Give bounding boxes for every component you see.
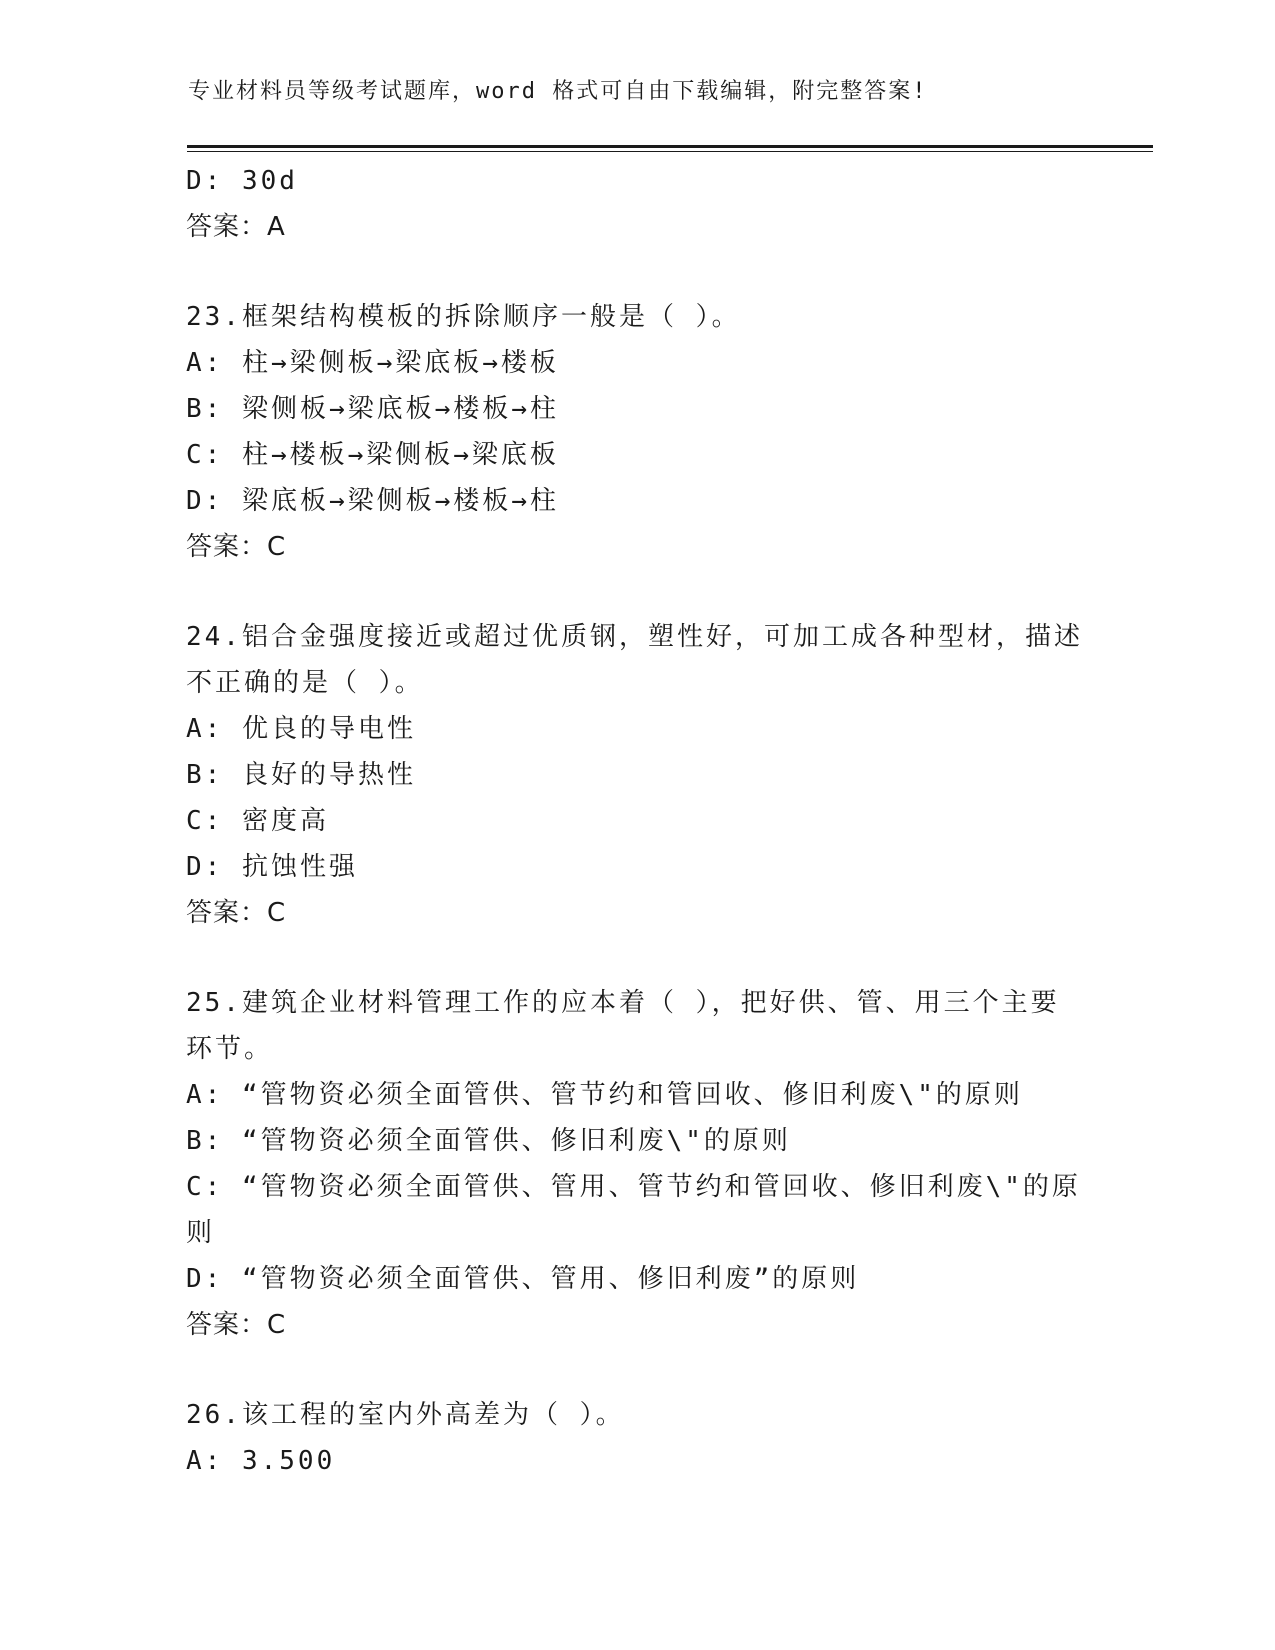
header-rule-thick: [187, 145, 1153, 148]
answer: 答案：C: [186, 532, 287, 562]
header-rule-thin: [187, 151, 1153, 152]
page-header: 专业材料员等级考试题库，word 格式可自由下载编辑，附完整答案!: [188, 79, 928, 104]
question-stem: 24.铝合金强度接近或超过优质钢，塑性好，可加工成各种型材，描述: [186, 622, 1083, 652]
option-a: A: 3.500: [186, 1446, 336, 1476]
option-c-continued: 则: [186, 1218, 216, 1248]
option-d: D: 抗蚀性强: [186, 852, 358, 882]
option-a: A: “管物资必须全面管供、管节约和管回收、修旧利废\"的原则: [186, 1080, 1023, 1110]
question-25: [186, 980, 1086, 1348]
prev-answer: 答案：A: [186, 212, 286, 242]
option-a: A: 柱→梁侧板→梁底板→楼板: [186, 348, 559, 378]
option-c: C: 密度高: [186, 806, 329, 836]
option-d: D: “管物资必须全面管供、管用、修旧利废”的原则: [186, 1264, 860, 1294]
spacer: [186, 936, 1086, 980]
spacer: [186, 250, 1086, 294]
option-c: C: 柱→楼板→梁侧板→梁底板: [186, 440, 559, 470]
option-a: A: 优良的导电性: [186, 714, 416, 744]
answer: 答案：C: [186, 1310, 287, 1340]
question-23: [186, 294, 1086, 570]
spacer: [186, 570, 1086, 614]
question-stem: 26.该工程的室内外高差为（ ）。: [186, 1400, 625, 1430]
option-d: D: 梁底板→梁侧板→楼板→柱: [186, 486, 559, 516]
question-list: [186, 158, 1086, 1484]
question-stem-continued: 环节。: [186, 1034, 274, 1064]
spacer: [186, 1348, 1086, 1392]
option-b: B: “管物资必须全面管供、修旧利废\"的原则: [186, 1126, 791, 1156]
question-26: [186, 1392, 1086, 1484]
option-b: B: 良好的导热性: [186, 760, 416, 790]
option-c: C: “管物资必须全面管供、管用、管节约和管回收、修旧利废\"的原: [186, 1172, 1081, 1202]
question-stem: 25.建筑企业材料管理工作的应本着（ ），把好供、管、用三个主要: [186, 988, 1060, 1018]
prev-option-d: D: 30d: [186, 166, 298, 196]
option-b: B: 梁侧板→梁底板→楼板→柱: [186, 394, 559, 424]
question-24: [186, 614, 1086, 936]
answer: 答案：C: [186, 898, 287, 928]
question-stem-continued: 不正确的是（ ）。: [186, 668, 424, 698]
question-stem: 23.框架结构模板的拆除顺序一般是（ ）。: [186, 302, 741, 332]
